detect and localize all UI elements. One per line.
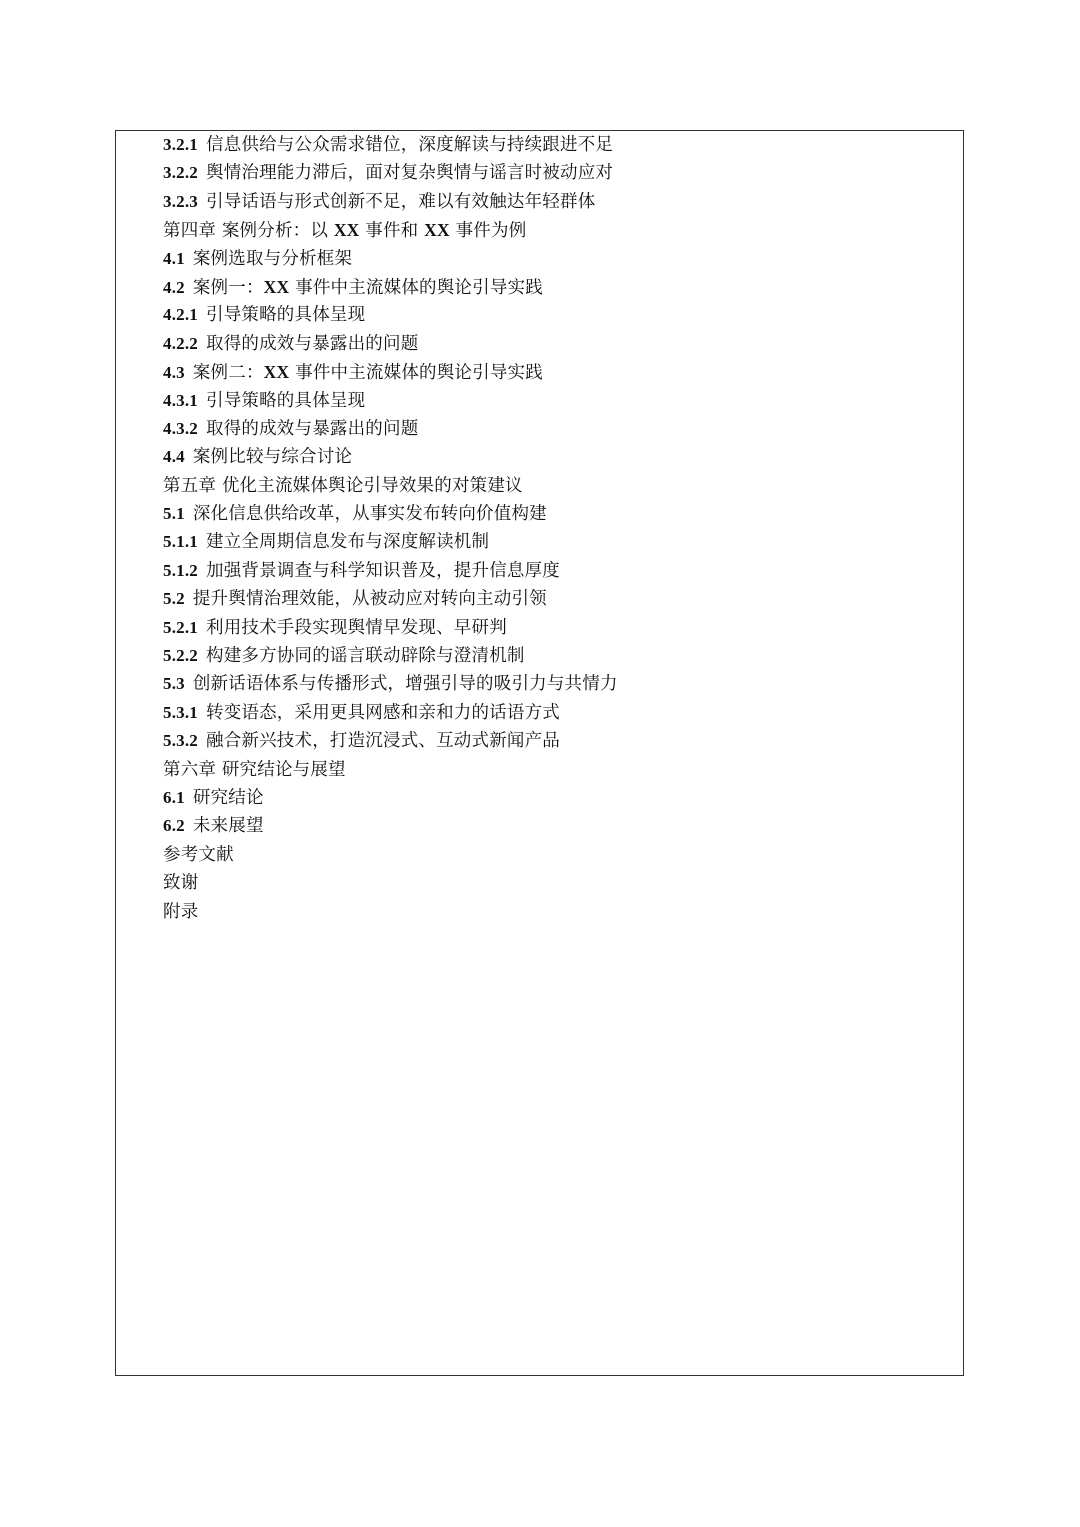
toc-item-title: 研究结论 [192,787,264,808]
toc-item-number: 5.2 [163,589,185,609]
toc-item [163,557,953,585]
toc-item [163,188,953,216]
toc-item-number: 3.2.2 [163,163,198,183]
toc-item-title: 利用技术手段实现舆情早发现、早研判 [206,617,507,638]
toc-backmatter [163,869,953,897]
toc-backmatter [163,898,953,926]
placeholder-text: XX [263,362,290,383]
toc-item-title: 案例比较与综合讨论 [192,447,353,468]
toc-item-number: 6.1 [163,787,185,807]
toc-item-number: 5.3.2 [163,731,198,751]
toc-item-number: 4.2.2 [163,333,198,353]
toc-item-number: 5.1.1 [163,532,198,552]
toc-item-title: 附录 [163,901,199,922]
toc-item [163,330,953,358]
toc-item-title: 提升舆情治理效能，从被动应对转向主动引领 [192,589,547,610]
placeholder-text: XX [263,276,290,297]
toc-item-number: 3.2.3 [163,191,198,211]
toc-item-title: 取得的成效与暴露出的问题 [206,333,419,354]
toc-backmatter [163,841,953,869]
toc-item-title: 引导策略的具体呈现 [206,305,366,326]
toc-item-number: 4.3.2 [163,418,198,438]
toc-chapter [163,472,953,500]
toc-item [163,528,953,556]
toc-item-title: 深化信息供给改革，从事实发布转向价值构建 [192,504,547,525]
toc-item-title: 建立全周期信息发布与深度解读机制 [206,532,490,553]
toc-item-number: 5.3 [163,674,185,694]
toc-item-number: 6.2 [163,816,185,836]
toc-item-title: 参考文献 [163,844,234,865]
toc-item-number: 4.1 [163,248,185,268]
table-of-contents [163,131,953,926]
toc-item [163,301,953,329]
placeholder-text: XX [333,220,360,241]
toc-item [163,273,953,301]
toc-item-title: 信息供给与公众需求错位，深度解读与持续跟进不足 [206,135,614,155]
toc-item-title: 取得的成效与暴露出的问题 [206,418,419,439]
toc-item-number: 4.3.1 [163,390,198,410]
toc-item-title: 融合新兴技术，打造沉浸式、互动式新闻产品 [206,731,560,752]
toc-item-title: 构建多方协同的谣言联动辟除与澄清机制 [206,646,525,667]
toc-item-number: 5.1.2 [163,560,198,580]
toc-item-title: 案例二：XX 事件中主流媒体的舆论引导实践 [192,362,543,384]
toc-item [163,159,953,187]
toc-item [163,415,953,443]
toc-item [163,443,953,471]
toc-item-title: 引导策略的具体呈现 [206,390,366,411]
toc-item-number: 4.2.1 [163,305,198,325]
toc-item [163,812,953,840]
toc-item-number: 5.1 [163,504,185,524]
toc-item-number: 3.2.1 [163,135,198,154]
toc-item-title: 致谢 [163,873,199,894]
toc-item-title: 加强背景调查与科学知识普及，提升信息厚度 [206,560,560,581]
toc-item [163,585,953,613]
toc-item-title: 案例选取与分析框架 [192,248,353,269]
toc-item-number: 5.3.1 [163,702,198,722]
toc-item [163,784,953,812]
toc-item-title: 第六章 研究结论与展望 [163,759,346,780]
toc-item [163,131,953,159]
toc-item [163,500,953,528]
toc-item-number: 5.2.2 [163,646,198,666]
toc-item-title: 第五章 优化主流媒体舆论引导效果的对策建议 [163,475,523,496]
toc-item-title: 引导话语与形式创新不足，难以有效触达年轻群体 [206,191,596,212]
toc-item [163,614,953,642]
toc-chapter [163,756,953,784]
toc-item-number: 4.4 [163,447,185,467]
toc-chapter [163,216,953,244]
toc-item [163,245,953,273]
toc-item-title: 舆情治理能力滞后，面对复杂舆情与谣言时被动应对 [206,163,614,184]
toc-item-title: 未来展望 [192,816,264,837]
toc-item-title: 创新话语体系与传播形式，增强引导的吸引力与共情力 [192,674,618,695]
toc-item-number: 5.2.1 [163,617,198,637]
toc-item [163,642,953,670]
toc-item-number: 4.2 [163,277,185,297]
toc-item [163,358,953,386]
toc-item-title: 转变语态，采用更具网感和亲和力的话语方式 [206,702,560,723]
toc-item-title: 第四章 案例分析：以 XX 事件和 XX 事件为例 [163,220,527,242]
toc-item-number: 4.3 [163,363,185,383]
placeholder-text: XX [424,220,450,241]
toc-item-title: 案例一：XX 事件中主流媒体的舆论引导实践 [192,276,543,298]
toc-item [163,699,953,727]
toc-item [163,670,953,698]
toc-item [163,727,953,755]
toc-item [163,387,953,415]
